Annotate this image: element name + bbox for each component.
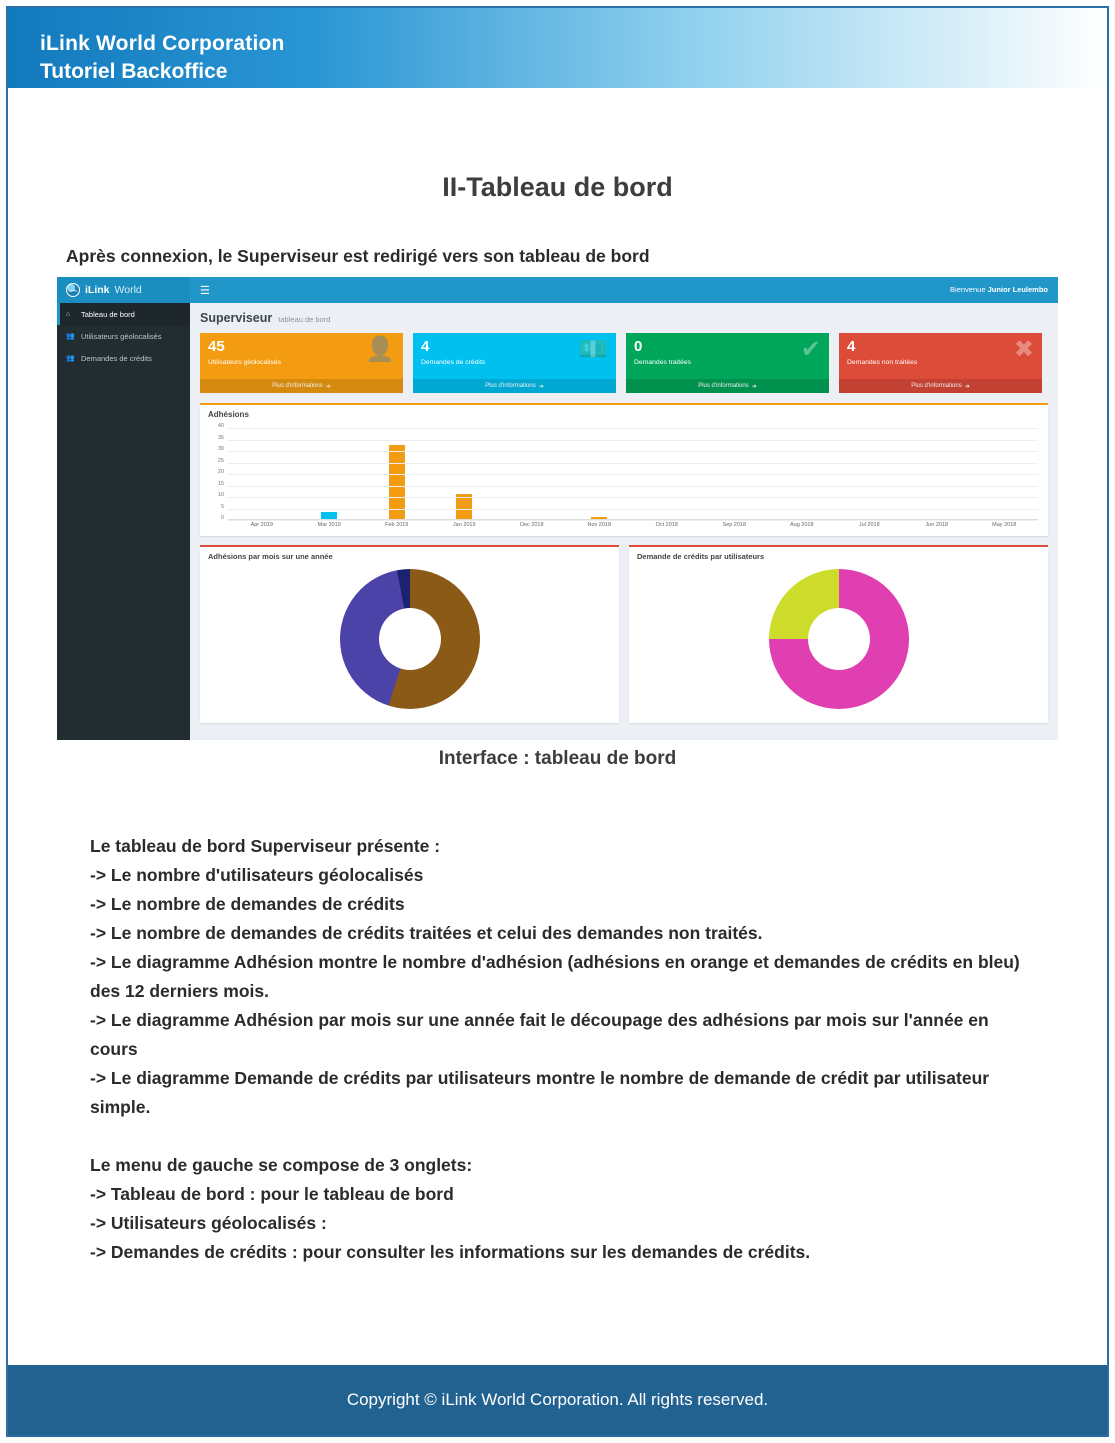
more-info-link[interactable]	[413, 379, 616, 393]
donut-panel-adhesions	[200, 545, 619, 723]
home-icon: ⌂	[66, 310, 71, 318]
x-tick-label: Oct 2018	[655, 522, 678, 528]
sidebar-item-label: Tableau de bord	[81, 309, 135, 319]
gridline	[228, 463, 1038, 464]
figure-caption: Interface : tableau de bord	[438, 748, 677, 769]
users-icon: 👥	[66, 355, 75, 362]
body-text	[90, 832, 1025, 1267]
page-footer	[8, 1365, 1107, 1435]
app-logo[interactable]	[57, 277, 190, 303]
arrow-circle-icon: ➔	[964, 383, 970, 390]
users-icon: 👥	[66, 333, 75, 340]
body-line: -> Le diagramme Adhésion par mois sur une année fait le découpage des adhésions par mois sur l'année en cours	[90, 1010, 989, 1059]
app-topbar	[57, 277, 1058, 303]
stat-value: 4	[421, 338, 430, 355]
stat-card-demandes[interactable]	[413, 333, 616, 393]
x-tick-label: Dec 2018	[519, 522, 544, 528]
x-tick-label: Sep 2018	[722, 522, 747, 528]
adhesions-bar-panel	[200, 403, 1048, 536]
gridline	[228, 497, 1038, 498]
gridline	[228, 509, 1038, 510]
stat-label: Demandes traitées	[634, 359, 692, 366]
dashboard-screenshot	[57, 277, 1058, 740]
stat-card-non-traitees[interactable]	[839, 333, 1042, 393]
app-sidebar	[57, 303, 190, 740]
x-axis-tick-labels	[228, 522, 1038, 528]
x-tick-label: Jun 2018	[925, 522, 949, 528]
x-tick-label: Aug 2018	[789, 522, 814, 528]
stat-value: 45	[208, 338, 225, 355]
content-title: Superviseur	[200, 311, 273, 325]
x-tick-label: Feb 2019	[385, 522, 409, 528]
money-icon: 💵	[578, 336, 608, 363]
y-axis-tick-labels: 40 35 30 25 20 15 10 5 0	[217, 423, 224, 521]
stat-card-utilisateurs[interactable]	[200, 333, 403, 393]
stat-card-traitees[interactable]	[626, 333, 829, 393]
sidebar-item-tableau-de-bord[interactable]	[57, 303, 190, 325]
gridline	[228, 474, 1038, 475]
x-tick-label: Mar 2019	[317, 522, 341, 528]
intro-sentence: Après connexion, le Superviseur est redirigé vers son tableau de bord	[66, 246, 650, 266]
donut-row	[200, 545, 1048, 723]
menu-line: -> Tableau de bord : pour le tableau de bord	[90, 1184, 454, 1204]
bar-plot-area	[228, 428, 1038, 520]
more-info-label: Plus d'informations	[272, 383, 323, 389]
document-subtitle: Tutoriel Backoffice	[40, 60, 228, 83]
panel-title: Adhésions	[208, 410, 249, 419]
menu-line: -> Demandes de crédits : pour consulter les informations sur les demandes de crédits.	[90, 1242, 811, 1262]
menu-toggle-icon[interactable]: ☰	[200, 285, 210, 297]
content-header	[200, 311, 1048, 325]
app-content	[190, 303, 1058, 740]
arrow-circle-icon: ➔	[325, 383, 331, 390]
more-info-label: Plus d'informations	[485, 383, 536, 389]
gridline	[228, 486, 1038, 487]
adhesions-bar-chart	[200, 424, 1048, 536]
more-info-link[interactable]	[839, 379, 1042, 393]
x-tick-label: Jul 2018	[858, 522, 880, 528]
sidebar-item-label: Utilisateurs géolocalisés	[81, 331, 162, 341]
donut-hole	[379, 608, 441, 670]
times-circle-icon: ✖	[1013, 336, 1034, 363]
more-info-label: Plus d'informations	[911, 383, 962, 389]
body-line: -> Le nombre de demandes de crédits	[90, 894, 405, 914]
copyright-text: Copyright © iLink World Corporation. All rights reserved.	[346, 1390, 769, 1409]
bar	[591, 517, 607, 519]
stat-label: Demandes de crédits	[421, 359, 486, 366]
body-line: -> Le nombre de demandes de crédits traitées et celui des demandes non traités.	[90, 923, 763, 943]
bar	[321, 512, 337, 519]
donut-hole	[808, 608, 870, 670]
welcome-prefix: Bienvenue	[950, 285, 988, 294]
panel-title: Adhésions par mois sur une année	[208, 552, 333, 561]
more-info-label: Plus d'informations	[698, 383, 749, 389]
header-banner	[8, 8, 1107, 88]
welcome-user: Junior Leulembo	[987, 285, 1048, 294]
stat-label: Demandes non traitées	[847, 359, 918, 366]
check-circle-icon: ✔	[800, 336, 821, 363]
stat-card-row	[200, 333, 1048, 393]
body-line: Le tableau de bord Superviseur présente :	[90, 836, 441, 856]
content-subtitle: tableau de bord	[278, 315, 331, 324]
donut-chart-credits	[769, 569, 909, 709]
gridline	[228, 451, 1038, 452]
brand-strong: iLink	[85, 284, 110, 296]
brand-light: World	[114, 284, 142, 296]
donut-panel-credits	[629, 545, 1048, 723]
panel-title: Demande de crédits par utilisateurs	[637, 552, 765, 561]
menu-line: -> Utilisateurs géolocalisés :	[90, 1213, 327, 1233]
globe-icon	[66, 283, 80, 297]
gridline	[228, 440, 1038, 441]
x-tick-label: Apr 2019	[250, 522, 273, 528]
stat-value: 4	[847, 338, 856, 355]
welcome-message	[950, 285, 1048, 294]
company-name: iLink World Corporation	[40, 32, 285, 55]
body-line: -> Le diagramme Adhésion montre le nombre d'adhésion (adhésions en orange et demandes de crédits en bleu) des 12 derniers mois.	[90, 952, 1020, 1001]
sidebar-item-utilisateurs-geolocalises[interactable]	[57, 325, 190, 347]
user-plus-icon: 👤	[365, 336, 395, 363]
x-tick-label: Jan 2019	[452, 522, 476, 528]
page-title: II-Tableau de bord	[442, 172, 673, 202]
sidebar-item-demandes-de-credits[interactable]	[57, 347, 190, 369]
x-tick-label: Nov 2018	[587, 522, 612, 528]
more-info-link[interactable]	[626, 379, 829, 393]
body-line: -> Le nombre d'utilisateurs géolocalisés	[90, 865, 424, 885]
more-info-link[interactable]	[200, 379, 403, 393]
x-tick-label: May 2018	[992, 522, 1017, 528]
body-line: -> Le diagramme Demande de crédits par utilisateurs montre le nombre de demande de crédit par utilisateur simple.	[90, 1068, 990, 1117]
gridline	[228, 520, 1038, 521]
stat-value: 0	[634, 338, 643, 355]
arrow-circle-icon: ➔	[751, 383, 757, 390]
stat-label: Utilisateurs géolocalisés	[208, 359, 281, 366]
donut-chart-adhesions	[340, 569, 480, 709]
paragraph-spacer	[90, 1122, 1025, 1151]
sidebar-item-label: Demandes de crédits	[81, 353, 152, 363]
gridline	[228, 428, 1038, 429]
arrow-circle-icon: ➔	[538, 383, 544, 390]
menu-line: Le menu de gauche se compose de 3 onglets:	[90, 1155, 473, 1175]
